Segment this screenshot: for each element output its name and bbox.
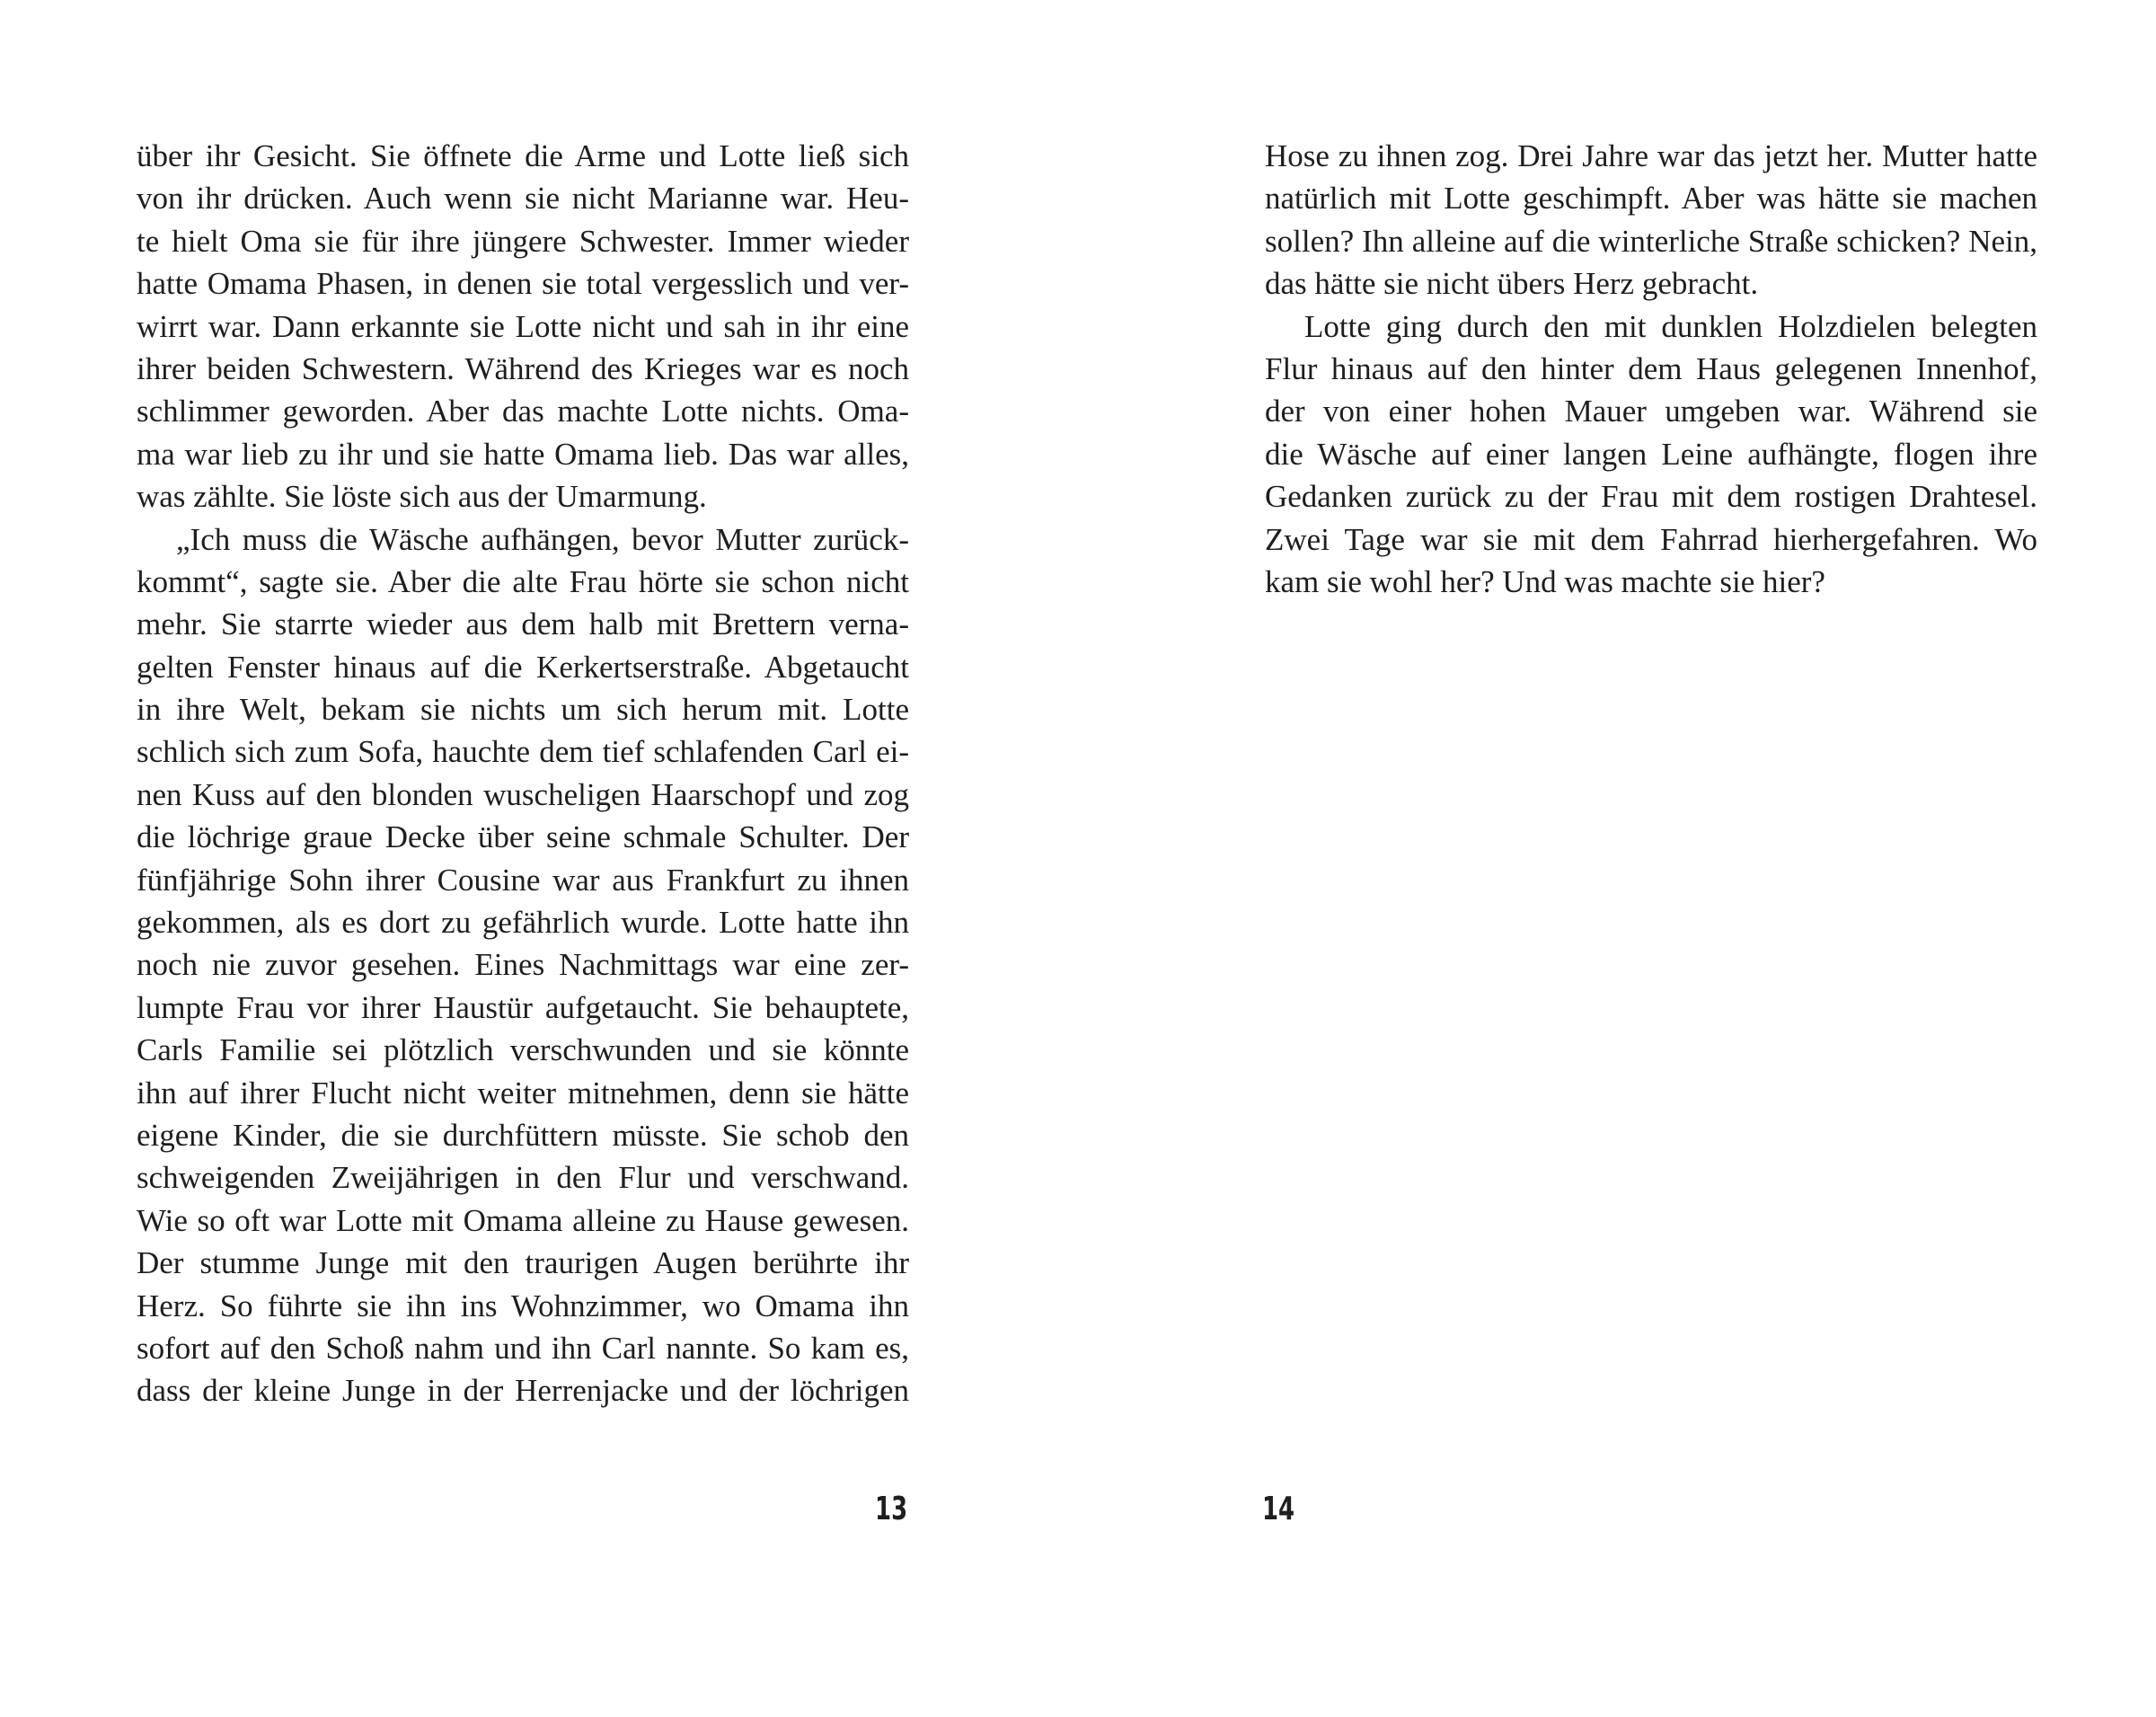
text-line: Der stumme Junge mit den traurigen Augen berührte ihr	[137, 1245, 909, 1281]
text-line: ihn auf ihrer Flucht nicht weiter mitnehmen, denn sie hätte	[137, 1075, 909, 1111]
text-line: Gedanken zurück zu der Frau mit dem rostigen Drahtesel.	[1265, 479, 2037, 515]
text-line: eigene Kinder, die sie durchfüttern müsste. Sie schob den	[137, 1117, 909, 1153]
text-line: der von einer hohen Mauer umgeben war. Während sie	[1265, 394, 2037, 429]
text-line: die Wäsche auf einer langen Leine aufhängte, flogen ihre	[1265, 436, 2037, 472]
text-line: noch nie zuvor gesehen. Eines Nachmittags war eine zer-	[137, 947, 909, 983]
text-line: dass der kleine Junge in der Herrenjacke und der löchrigen	[137, 1373, 909, 1409]
text-line: schlimmer geworden. Aber das machte Lotte nichts. Oma-	[137, 394, 909, 429]
text-line: nen Kuss auf den blonden wuscheligen Haarschopf und zog	[137, 776, 909, 812]
text-line: sollen? Ihn alleine auf die winterliche Straße schicken? Nein,	[1265, 223, 2037, 259]
text-line: die löchrige graue Decke über seine schmale Schulter. Der	[137, 819, 909, 855]
text-line: kam sie wohl her? Und was machte sie hier?	[1265, 563, 1825, 599]
page-number-right: 14	[1262, 1491, 1295, 1527]
text-line: gelten Fenster hinaus auf die Kerkertserstraße. Abgetaucht	[137, 649, 909, 685]
text-line: hatte Omama Phasen, in denen sie total vergesslich und ver-	[137, 266, 909, 302]
text-line: Herz. So führte sie ihn ins Wohnzimmer, wo Omama ihn	[137, 1288, 909, 1323]
text-line: natürlich mit Lotte geschimpft. Aber was hätte sie machen	[1265, 181, 2037, 217]
text-line: sofort auf den Schoß nahm und ihn Carl nannte. So kam es,	[137, 1330, 909, 1366]
left-page-text	[137, 135, 909, 1412]
text-line: te hielt Oma sie für ihre jüngere Schwester. Immer wieder	[137, 223, 909, 259]
text-line: Lotte ging durch den mit dunklen Holzdielen belegten	[1304, 308, 2037, 344]
right-page-text	[1265, 135, 2037, 603]
text-line: von ihr drücken. Auch wenn sie nicht Marianne war. Heu-	[137, 181, 909, 217]
text-line: „Ich muss die Wäsche aufhängen, bevor Mutter zurück-	[176, 521, 909, 557]
text-line: fünfjährige Sohn ihrer Cousine war aus Frankfurt zu ihnen	[137, 862, 909, 898]
text-line: ihrer beiden Schwestern. Während des Krieges war es noch	[137, 350, 909, 386]
text-line: Zwei Tage war sie mit dem Fahrrad hierhergefahren. Wo	[1265, 521, 2037, 557]
text-line: das hätte sie nicht übers Herz gebracht.	[1265, 266, 1759, 302]
page-number-left: 13	[875, 1491, 908, 1527]
text-line: über ihr Gesicht. Sie öffnete die Arme und Lotte ließ sich	[137, 138, 909, 173]
text-line: Hose zu ihnen zog. Drei Jahre war das jetzt her. Mutter hatte	[1265, 138, 2037, 173]
text-line: kommt“, sagte sie. Aber die alte Frau hörte sie schon nicht	[137, 563, 909, 599]
text-line: ma war lieb zu ihr und sie hatte Omama lieb. Das war alles,	[137, 436, 909, 472]
text-line: was zählte. Sie löste sich aus der Umarmung.	[137, 479, 707, 515]
text-line: Wie so oft war Lotte mit Omama alleine zu Hause gewesen.	[137, 1202, 909, 1238]
text-line: schweigenden Zweijährigen in den Flur und verschwand.	[137, 1160, 909, 1196]
text-line: wirrt war. Dann erkannte sie Lotte nicht und sah in ihr eine	[137, 308, 909, 344]
text-line: lumpte Frau vor ihrer Haustür aufgetaucht. Sie behauptete,	[137, 989, 909, 1025]
text-line: gekommen, als es dort zu gefährlich wurde. Lotte hatte ihn	[137, 905, 909, 941]
text-line: schlich sich zum Sofa, hauchte dem tief schlafenden Carl ei-	[137, 734, 909, 770]
text-line: Flur hinaus auf den hinter dem Haus gelegenen Innenhof,	[1265, 350, 2037, 386]
text-line: mehr. Sie starrte wieder aus dem halb mit Brettern verna-	[137, 606, 909, 642]
text-line: Carls Familie sei plötzlich verschwunden und sie könnte	[137, 1032, 909, 1068]
text-line: in ihre Welt, bekam sie nichts um sich herum mit. Lotte	[137, 692, 909, 728]
